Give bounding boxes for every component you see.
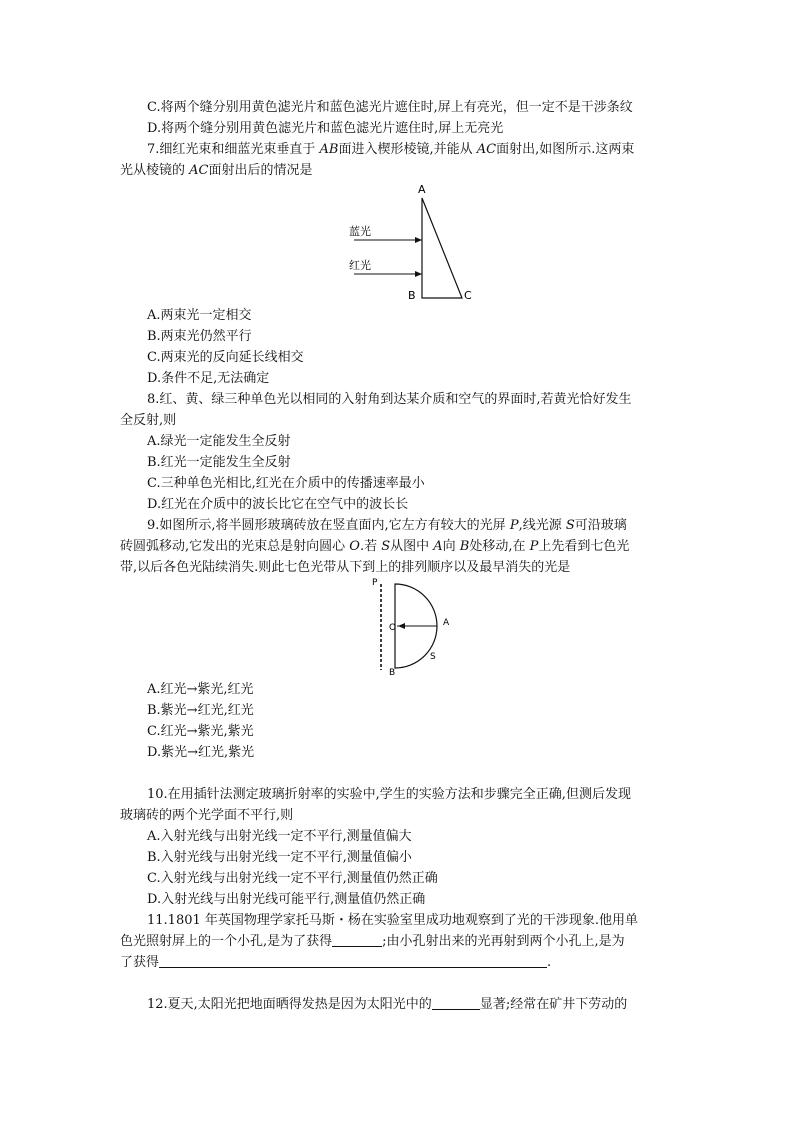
label-o: O <box>389 623 397 633</box>
q11-text: 色光照射屏上的一个小孔,是为了获得 <box>120 934 333 949</box>
q10-option-b: B.入射光线与出射光线一定不平行,测量值偏小 <box>147 850 412 865</box>
label-c: C <box>464 289 472 302</box>
q11-stem-line1: 11.1801 年英国物理学家托马斯・杨在实验室里成功地观察到了光的干涉现象.他用单 <box>147 913 639 928</box>
q9-stem-line3: 带,以后各色光陆续消失.则此七色光带从下到上的排列顺序以及最早消失的光是 <box>120 560 571 575</box>
q7-option-a: A.两束光一定相交 <box>147 308 252 323</box>
answer-blank[interactable] <box>432 995 480 1010</box>
q7-option-d: D.条件不足,无法确定 <box>147 371 270 386</box>
q9-text: .若 <box>359 539 382 554</box>
label-a: A <box>443 618 450 628</box>
q9-text: 处移动,在 <box>469 539 530 554</box>
q7-text: 7.细红光束和细蓝光束垂直于 <box>147 142 320 157</box>
semicircle-figure <box>360 576 460 676</box>
q7-stem-line2 <box>120 161 313 181</box>
q8-option-b: B.红光一定能发生全反射 <box>147 455 291 470</box>
q12-text: 12.夏天,太阳光把地面晒得发热是因为太阳光中的 <box>147 997 432 1012</box>
q8-option-a: A.绿光一定能发生全反射 <box>147 434 291 449</box>
q10-option-d: D.入射光线与出射光线可能平行,测量值仍然正确 <box>147 892 426 907</box>
prism-figure <box>340 180 490 305</box>
q10-option-a: A.入射光线与出射光线一定不平行,测量值偏大 <box>147 829 412 844</box>
blue-ray-arrow <box>415 237 422 243</box>
q9-option-d: D.紫光→红光,紫光 <box>147 745 255 760</box>
q8-option-c: C.三种单色光相比,红光在介质中的传播速率最小 <box>147 476 425 491</box>
red-ray-arrow <box>415 271 422 277</box>
q6-option-c: C.将两个缝分别用黄色滤光片和蓝色滤光片遮住时,屏上有亮光，但一定不是干涉条纹 <box>147 100 633 115</box>
q9-stem-line1 <box>147 516 627 536</box>
q9-stem-line2 <box>120 537 629 557</box>
q12-text: 显著;经常在矿井下劳动的 <box>479 997 628 1012</box>
label-p: P <box>372 578 378 588</box>
prism-triangle <box>422 198 462 298</box>
q11-stem-line2 <box>120 932 625 952</box>
q9-var-s: S <box>565 518 575 533</box>
q11-text: 了获得 <box>120 955 160 970</box>
q9-option-a: A.红光→紫光,红光 <box>147 682 254 697</box>
q10-stem-line1: 10.在用插针法测定玻璃折射率的实验中,学生的实验方法和步骤完全正确,但测后发现 <box>147 787 631 802</box>
q9-option-c: C.红光→紫光,紫光 <box>147 724 254 739</box>
q7-var-ab: AB <box>319 142 339 157</box>
q7-option-c: C.两束光的反向延长线相交 <box>147 350 304 365</box>
answer-blank[interactable] <box>332 932 382 947</box>
q10-stem-line2: 玻璃砖的两个光学面不平行,则 <box>120 808 294 823</box>
label-b: B <box>389 668 396 676</box>
q9-var-b: B <box>459 539 470 554</box>
q8-stem-line1: 8.红、黄、绿三种单色光以相同的入射角到达某介质和空气的界面时,若黄光恰好发生 <box>147 392 632 407</box>
q11-text: ;由小孔射出来的光再射到两个小孔上,是为 <box>382 934 625 949</box>
q9-text: 上先看到七色光 <box>538 539 630 554</box>
answer-blank[interactable] <box>159 953 547 968</box>
light-ray-arrow <box>398 623 405 629</box>
q9-var-p: P <box>529 539 539 554</box>
label-red-light: 红光 <box>349 259 371 272</box>
q9-var-p: P <box>509 518 519 533</box>
q8-stem-line2: 全反射,则 <box>120 413 177 428</box>
q9-var-s: S <box>381 539 391 554</box>
q11-stem-line3 <box>120 953 551 973</box>
label-b: B <box>408 289 416 302</box>
q6-option-d: D.将两个缝分别用黄色滤光片和蓝色滤光片遮住时,屏上无亮光 <box>147 121 504 136</box>
q9-var-a: A <box>433 539 443 554</box>
q9-option-b: B.紫光→红光,红光 <box>147 703 254 718</box>
q9-text: 可沿玻璃 <box>574 518 627 533</box>
q9-text: 9.如图所示,将半圆形玻璃砖放在竖直面内,它左方有较大的光屏 <box>147 518 510 533</box>
label-blue-light: 蓝光 <box>349 225 371 238</box>
q7-text: 面进入楔形棱镜,并能从 <box>338 142 477 157</box>
q9-var-o: O <box>349 539 360 554</box>
q7-var-ac: AC <box>476 142 497 157</box>
q7-var-ac: AC <box>189 163 209 178</box>
label-a: A <box>418 183 426 196</box>
q7-stem-line1 <box>147 140 634 160</box>
q12-stem-line1 <box>147 995 627 1015</box>
q7-text: 光从棱镜的 <box>120 163 190 178</box>
q7-text: 面射出,如图所示.这两束 <box>496 142 635 157</box>
q9-text: 砖圆弧移动,它发出的光束总是射向圆心 <box>120 539 350 554</box>
q8-option-d: D.红光在介质中的波长比它在空气中的波长长 <box>147 497 409 512</box>
q10-option-c: C.入射光线与出射光线一定不平行,测量值仍然正确 <box>147 871 438 886</box>
q9-text: ,线光源 <box>518 518 566 533</box>
label-s: S <box>430 652 436 662</box>
q7-text: 面射出后的情况是 <box>208 163 313 178</box>
q9-text: 从图中 <box>390 539 434 554</box>
q7-option-b: B.两束光仍然平行 <box>147 329 252 344</box>
q9-text: 向 <box>442 539 460 554</box>
q11-text: . <box>547 955 552 970</box>
